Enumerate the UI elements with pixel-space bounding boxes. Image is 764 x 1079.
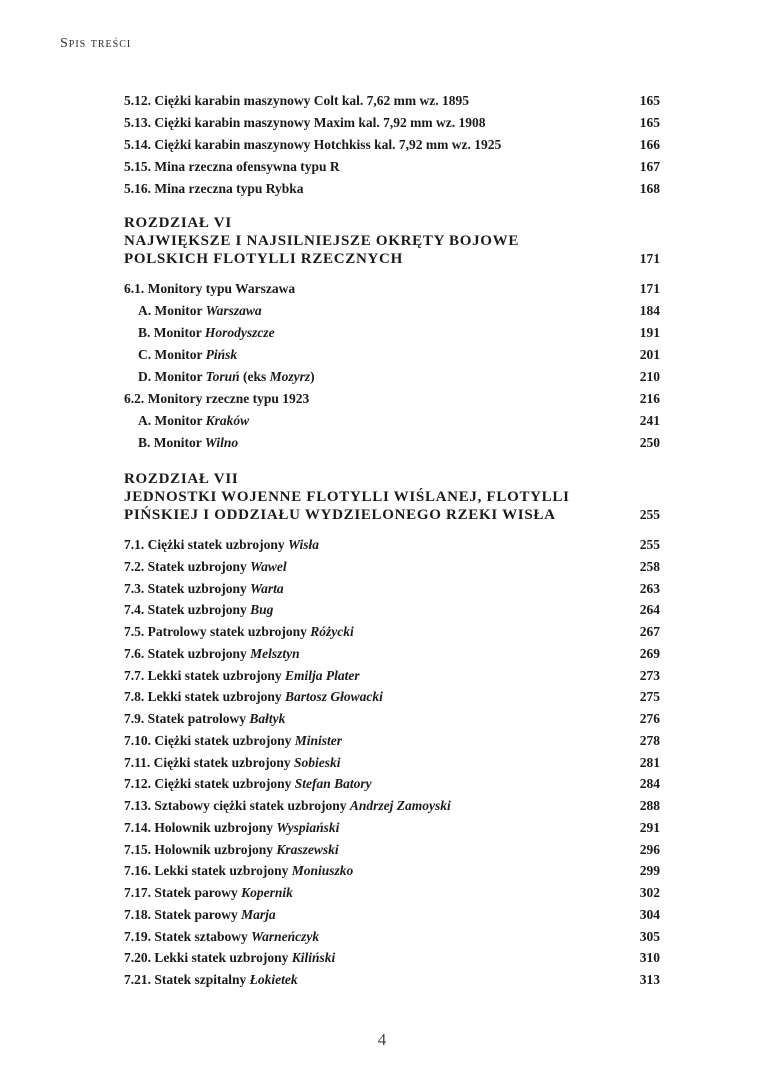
toc-entry-page: 171	[639, 281, 660, 296]
toc-entry	[124, 926, 660, 948]
toc-entry-page: 216	[639, 391, 660, 406]
chapter-heading	[124, 470, 660, 524]
toc-entry-page: 201	[639, 347, 660, 362]
chapter-heading-line: ROZDZIAŁ VI	[124, 215, 232, 231]
toc-entry-title: 5.16. Mina rzeczna typu Rybka	[124, 181, 304, 196]
toc-entry-page: 241	[639, 413, 660, 428]
toc-entry-title: 7.9. Statek patrolowy Bałtyk	[124, 711, 286, 726]
toc-entry-title: 7.11. Ciężki statek uzbrojony Sobieski	[124, 754, 341, 770]
toc-entry-page: 313	[639, 972, 660, 987]
toc-entry-page: 168	[639, 181, 660, 196]
chapter-heading-line: PIŃSKIEJ I ODDZIAŁU WYDZIELONEGO RZEKI WISŁA	[124, 507, 556, 523]
toc-entry-page: 167	[639, 159, 660, 174]
toc-entry-title: B. Monitor Wilno	[138, 435, 239, 450]
toc-entry	[124, 599, 660, 621]
toc-entry-page: 296	[639, 841, 660, 857]
toc-entry-page: 284	[639, 776, 660, 792]
toc-entry-page: 281	[639, 754, 660, 770]
toc-entry	[124, 686, 660, 708]
toc-entry	[124, 969, 660, 991]
chapter-heading-line: JEDNOSTKI WOJENNE FLOTYLLI WIŚLANEJ, FLOTYLLI	[124, 489, 570, 505]
toc-entry-page: 305	[639, 928, 660, 944]
toc-entry	[124, 882, 660, 904]
toc-entry-title: 7.16. Lekki statek uzbrojony Moniuszko	[124, 863, 354, 879]
toc-entry-title: A. Monitor Warszawa	[138, 303, 262, 318]
toc-entry-title: 7.5. Patrolowy statek uzbrojony Różycki	[124, 624, 354, 639]
toc-entry-title: 7.10. Ciężki statek uzbrojony Minister	[124, 732, 343, 748]
toc-entry	[124, 534, 660, 556]
toc-entry	[124, 860, 660, 882]
toc-entry	[124, 344, 660, 366]
toc-entry-page: 304	[639, 906, 660, 922]
toc-entry-title: 7.14. Holownik uzbrojony Wyspiański	[124, 819, 340, 835]
toc-entry-title: 7.1. Ciężki statek uzbrojony Wisła	[124, 537, 320, 552]
toc-entry-title: 7.4. Statek uzbrojony Bug	[124, 602, 274, 618]
toc-entry-title: C. Monitor Pińsk	[138, 347, 238, 362]
toc-entry-page: 166	[639, 137, 660, 152]
toc-entry	[124, 643, 660, 665]
toc-entry	[124, 708, 660, 730]
toc-entry-page: 310	[639, 950, 660, 966]
toc-entry	[124, 432, 660, 454]
toc-entry-page: 299	[639, 863, 660, 879]
toc-entry-title: 5.15. Mina rzeczna ofensywna typu R	[124, 159, 340, 174]
toc-entry-page: 184	[639, 303, 660, 318]
toc-entry-page: 288	[639, 798, 660, 813]
toc-entry	[124, 112, 660, 134]
toc-entry	[124, 665, 660, 687]
toc-entry-title: 7.2. Statek uzbrojony Wawel	[124, 558, 287, 574]
toc-entry-title: 7.18. Statek parowy Marja	[124, 906, 276, 922]
chapter-page: 171	[639, 251, 660, 266]
toc-entry-title: 7.6. Statek uzbrojony Melsztyn	[124, 645, 300, 661]
toc-entry-title: 7.13. Sztabowy ciężki statek uzbrojony Andrzej Zamoyski	[124, 798, 451, 813]
toc-entry-page: 273	[639, 667, 660, 683]
toc-entry	[124, 178, 660, 200]
toc-entry	[124, 795, 660, 817]
toc-entry-page: 291	[639, 819, 660, 835]
running-header: Spis treści	[60, 36, 132, 51]
toc-entry-title: 5.13. Ciężki karabin maszynowy Maxim kal. 7,92 mm wz. 1908	[124, 115, 486, 130]
toc-entry-title: 7.15. Holownik uzbrojony Kraszewski	[124, 841, 339, 857]
toc-entry	[124, 904, 660, 926]
toc-entry-page: 255	[639, 537, 660, 552]
toc-entry-title: 7.3. Statek uzbrojony Warta	[124, 580, 284, 596]
toc-entry-title: A. Monitor Kraków	[138, 413, 250, 428]
toc-entry-title: 5.14. Ciężki karabin maszynowy Hotchkiss kal. 7,92 mm wz. 1925	[124, 137, 502, 152]
chapter-page: 255	[639, 507, 660, 522]
toc-entry-page: 263	[639, 580, 660, 596]
toc-entry-title: 7.19. Statek sztabowy Warneńczyk	[124, 928, 320, 944]
toc-entry-title: 7.8. Lekki statek uzbrojony Bartosz Głowacki	[124, 689, 383, 705]
toc-entry-page: 278	[639, 732, 660, 748]
toc-entry-page: 302	[639, 885, 660, 900]
chapter-heading-line: NAJWIĘKSZE I NAJSILNIEJSZE OKRĘTY BOJOWE	[124, 233, 520, 249]
toc-entry-title: 6.2. Monitory rzeczne typu 1923	[124, 391, 310, 406]
toc-entry-title: B. Monitor Horodyszcze	[138, 325, 275, 340]
toc-entry-page: 269	[639, 645, 660, 661]
toc-entry	[124, 134, 660, 156]
toc-entry-page: 250	[639, 435, 660, 450]
toc-entry	[124, 578, 660, 600]
toc-entry	[124, 90, 660, 112]
toc-entry	[124, 322, 660, 344]
toc-entry-title: 7.7. Lekki statek uzbrojony Emilja Plater	[124, 667, 360, 683]
toc-entry-title: 7.12. Ciężki statek uzbrojony Stefan Batory	[124, 776, 372, 792]
toc-entry	[124, 947, 660, 969]
toc-entry-page: 165	[639, 93, 660, 108]
toc-entry	[124, 388, 660, 410]
toc-entry-title: 6.1. Monitory typu Warszawa	[124, 281, 296, 296]
toc-entry-page: 267	[639, 624, 660, 639]
toc-entry-page: 275	[639, 689, 660, 705]
toc-entry-title: 7.20. Lekki statek uzbrojony Kiliński	[124, 950, 336, 966]
chapter-heading-line: POLSKICH FLOTYLLI RZECZNYCH	[124, 251, 403, 267]
toc-entry	[124, 773, 660, 795]
toc-entry	[124, 817, 660, 839]
toc-entry	[124, 730, 660, 752]
toc-entry	[124, 839, 660, 861]
toc-entry	[124, 410, 660, 432]
toc-entry-page: 276	[639, 711, 660, 726]
toc-entry	[124, 366, 660, 388]
toc-entry	[124, 278, 660, 300]
toc-entry	[124, 621, 660, 643]
chapter-heading	[124, 214, 660, 268]
toc-entry-page: 191	[639, 325, 660, 340]
toc-entry	[124, 300, 660, 322]
toc-entry-page: 210	[639, 369, 660, 384]
toc-entry-page: 165	[639, 115, 660, 130]
toc-entry-title: 5.12. Ciężki karabin maszynowy Colt kal. 7,62 mm wz. 1895	[124, 93, 469, 108]
toc-entry-title: D. Monitor Toruń (eks Mozyrz)	[138, 369, 315, 384]
toc-entry-title: 7.17. Statek parowy Kopernik	[124, 885, 293, 900]
page-number: 4	[377, 1030, 387, 1049]
toc-entry	[124, 156, 660, 178]
toc-entry-page: 264	[639, 602, 660, 618]
toc-entry-page: 258	[639, 558, 660, 574]
toc-entry	[124, 556, 660, 578]
chapter-heading-line: ROZDZIAŁ VII	[124, 471, 239, 487]
toc-entry	[124, 752, 660, 774]
toc-entry-title: 7.21. Statek szpitalny Łokietek	[124, 972, 298, 987]
